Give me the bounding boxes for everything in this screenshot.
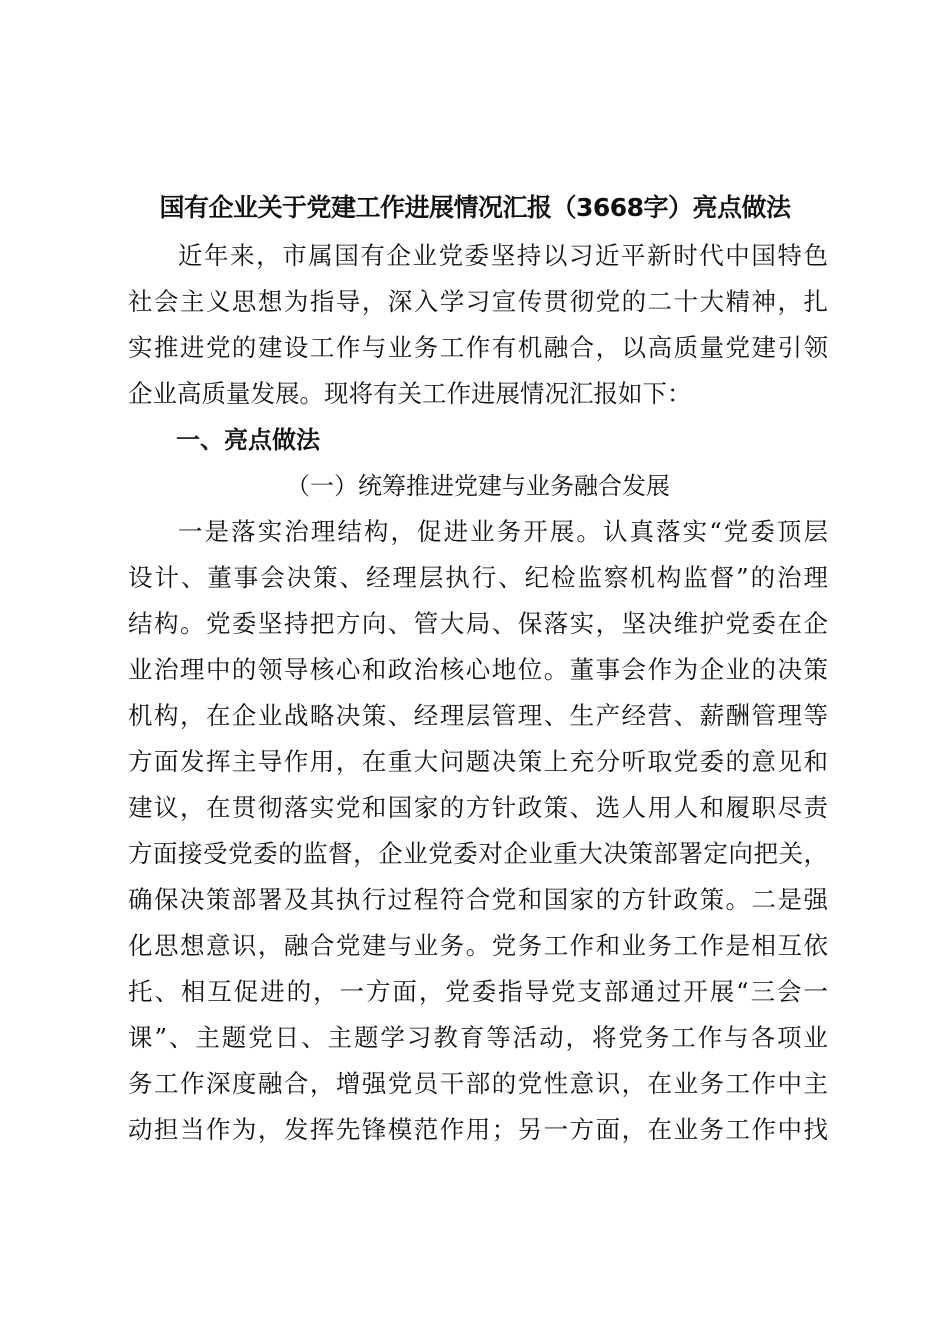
body-line: 方面接受党委的监督，企业党委对企业重大决策部署定向把关， [128,839,828,868]
body-line: 确保决策部署及其执行过程符合党和国家的方针政策。二是强 [128,885,828,914]
document-title: 国有企业关于党建工作进展情况汇报（3668字）亮点做法 [159,193,791,222]
intro-line: 企业高质量发展。现将有关工作进展情况汇报如下： [128,379,692,408]
body-line: 课”、主题党日、主题学习教育等活动，将党务工作与各项业 [128,1023,828,1052]
intro-line: 实推进党的建设工作与业务工作有机融合，以高质量党建引领 [128,333,828,362]
body-line: 建议，在贯彻落实党和国家的方针政策、选人用人和履职尽责 [128,793,828,822]
subsection-heading: （一）统筹推进党建与业务融合发展 [286,472,670,500]
body-line: 化思想意识，融合党建与业务。党务工作和业务工作是相互依 [128,931,828,960]
body-line: 机构，在企业战略决策、经理层管理、生产经营、薪酬管理等 [128,701,828,730]
intro-line: 近年来，市属国有企业党委坚持以习近平新时代中国特色 [178,241,828,270]
body-line: 托、相互促进的，一方面，党委指导党支部通过开展“三会一 [128,977,828,1006]
body-line: 业治理中的领导核心和政治核心地位。董事会作为企业的决策 [128,655,828,684]
body-line: 结构。党委坚持把方向、管大局、保落实，坚决维护党委在企 [128,609,828,638]
intro-line: 社会主义思想为指导，深入学习宣传贯彻党的二十大精神，扎 [128,287,828,316]
body-line: 设计、董事会决策、经理层执行、纪检监察机构监督”的治理 [128,563,828,592]
body-line: 方面发挥主导作用，在重大问题决策上充分听取党委的意见和 [128,747,828,776]
body-line: 务工作深度融合，增强党员干部的党性意识，在业务工作中主 [128,1069,828,1098]
body-line: 一是落实治理结构，促进业务开展。认真落实“党委顶层 [178,517,828,546]
section-heading: 一、亮点做法 [176,426,320,454]
body-line: 动担当作为，发挥先锋模范作用；另一方面，在业务工作中找 [128,1115,828,1144]
